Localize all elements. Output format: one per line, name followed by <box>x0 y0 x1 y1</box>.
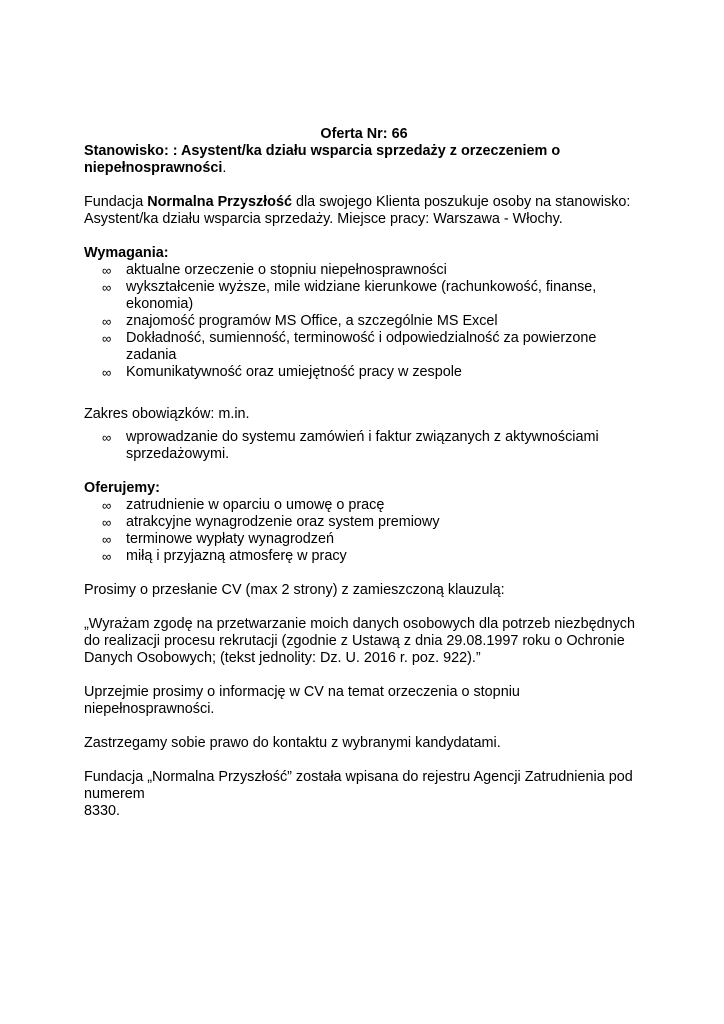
requirements-list <box>84 262 644 381</box>
list-item: ∞ miłą i przyjazną atmosferę w pracy <box>102 548 347 564</box>
position-line-2-end: . <box>222 160 227 176</box>
contact-reservation: Zastrzegamy sobie prawo do kontaktu z wybranymi kandydatami. <box>84 735 501 751</box>
list-item: ∞ wprowadzanie do systemu zamówień i faktur związanych z aktywnościami sprzedażowymi. <box>102 429 599 462</box>
disability-info: Uprzejmie prosimy o informację w CV na temat orzeczenia o stopniu niepełnosprawności. <box>84 684 520 717</box>
intro-line-2: Asystent/ka działu wsparcia sprzedaży. Miejsce pracy: Warszawa - Włochy. <box>84 211 563 227</box>
cv-request: Prosimy o przesłanie CV (max 2 strony) z zamieszczoną klauzulą: <box>84 582 505 598</box>
list-item: ∞ atrakcyjne wynagrodzenie oraz system premiowy <box>102 514 440 530</box>
list-item: ∞ terminowe wypłaty wynagrodzeń <box>102 531 334 547</box>
document-page <box>84 126 644 820</box>
duties-list <box>84 429 644 463</box>
intro-line-1 <box>84 194 644 211</box>
infinity-bullet-icon: ∞ <box>102 365 112 380</box>
infinity-bullet-icon: ∞ <box>102 430 112 445</box>
infinity-bullet-icon: ∞ <box>102 532 112 547</box>
infinity-bullet-icon: ∞ <box>102 515 112 530</box>
list-item: ∞ zatrudnienie w oparciu o umowę o pracę <box>102 497 385 513</box>
registry-line-2: 8330. <box>84 803 121 819</box>
infinity-bullet-icon: ∞ <box>102 498 112 513</box>
registry-line-1: Fundacja „Normalna Przyszłość” została wpisana do rejestru Agencji Zatrudnienia pod numerem <box>84 769 633 802</box>
position-line-2-wrap <box>84 160 644 177</box>
infinity-bullet-icon: ∞ <box>102 331 112 346</box>
offer-title: Oferta Nr: 66 <box>320 126 408 142</box>
intro-prefix: Fundacja <box>84 194 148 210</box>
list-item: ∞ Komunikatywność oraz umiejętność pracy w zespole <box>102 364 462 380</box>
list-item: ∞ Dokładność, sumienność, terminowość i odpowiedzialność za powierzone zadania <box>102 330 597 363</box>
offer-heading: Oferujemy: <box>84 480 160 496</box>
list-item: ∞ aktualne orzeczenie o stopniu niepełnosprawności <box>102 262 447 278</box>
position-line-1: Stanowisko: : Asystent/ka działu wsparcia sprzedaży z orzeczeniem o <box>84 143 561 159</box>
requirements-heading: Wymagania: <box>84 245 169 261</box>
consent-clause: „Wyrażam zgodę na przetwarzanie moich danych osobowych dla potrzeb niezbędnych do realizacji procesu rekrutacji (zgodnie z Ustawą z dnia 29.08.1997 roku o Ochronie Danych Osobowych; (tekst jednolity: Dz. U. 2016 r. poz. 922).” <box>84 616 636 666</box>
duties-heading: Zakres obowiązków: m.in. <box>84 406 250 422</box>
infinity-bullet-icon: ∞ <box>102 549 112 564</box>
infinity-bullet-icon: ∞ <box>102 314 112 329</box>
intro-line-1-rest: dla swojego Klienta poszukuje osoby na stanowisko: <box>291 194 631 210</box>
list-item: ∞ wykształcenie wyższe, mile widziane kierunkowe (rachunkowość, finanse, ekonomia) <box>102 279 597 312</box>
position-line-2: niepełnosprawności <box>84 160 223 176</box>
offer-list <box>84 497 644 565</box>
list-item: ∞ znajomość programów MS Office, a szczególnie MS Excel <box>102 313 498 329</box>
infinity-bullet-icon: ∞ <box>102 263 112 278</box>
org-name: Normalna Przyszłość <box>147 194 292 210</box>
infinity-bullet-icon: ∞ <box>102 280 112 295</box>
